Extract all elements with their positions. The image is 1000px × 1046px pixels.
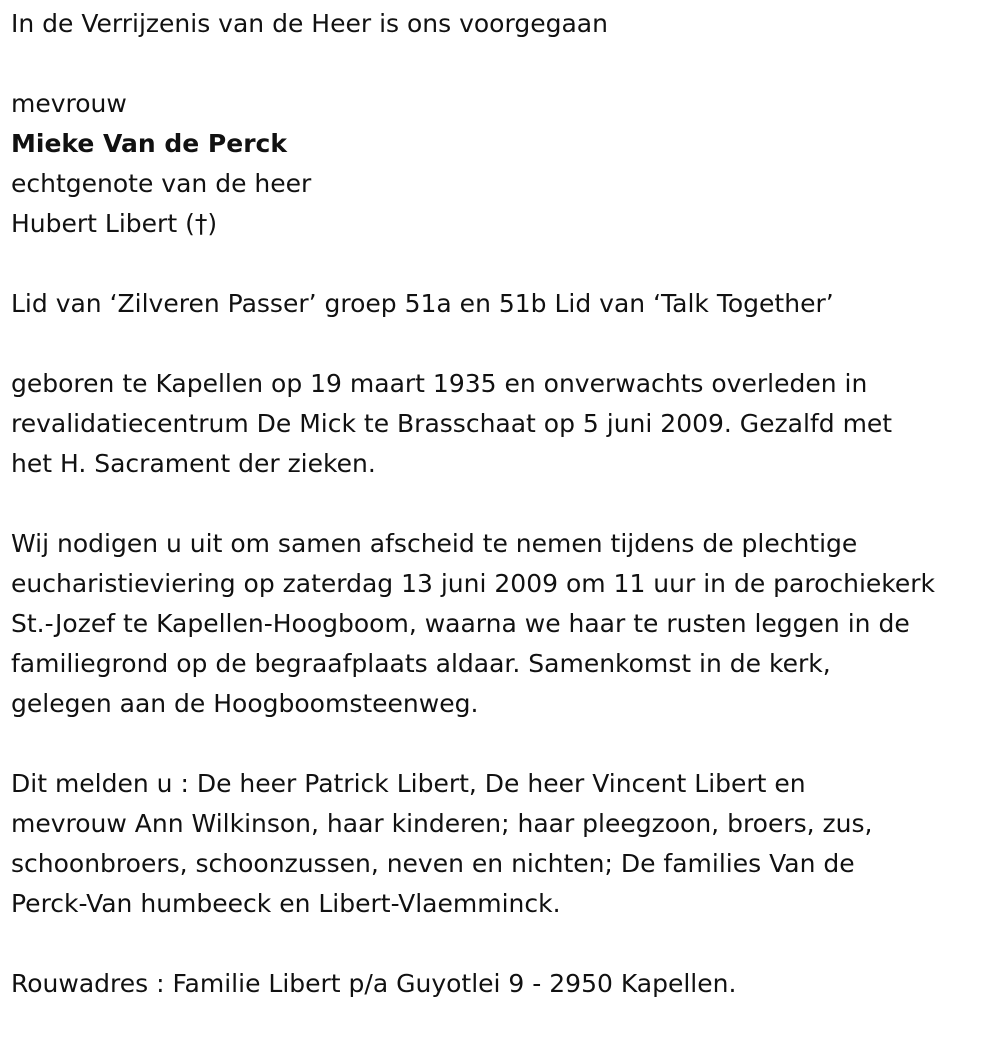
spouse-label: echtgenote van de heer	[11, 169, 312, 198]
paragraph-line: schoonbroers, schoonzussen, neven en nichten; De families Van de	[11, 849, 855, 878]
paragraph-line: Wij nodigen u uit om samen afscheid te nemen tijdens de plechtige	[11, 529, 858, 558]
spacer	[11, 484, 991, 524]
invitation-paragraph	[11, 524, 991, 724]
announcers-paragraph	[11, 764, 991, 924]
birth-death-paragraph	[11, 364, 991, 484]
paragraph-line: eucharistieviering op zaterdag 13 juni 2009 om 11 uur in de parochiekerk	[11, 569, 936, 598]
paragraph-line: mevrouw Ann Wilkinson, haar kinderen; haar pleegzoon, broers, zus,	[11, 809, 873, 838]
paragraph-line: het H. Sacrament der zieken.	[11, 449, 376, 478]
paragraph-line: revalidatiecentrum De Mick te Brasschaat op 5 juni 2009. Gezalfd met	[11, 409, 893, 438]
spacer	[11, 924, 991, 964]
address-line: Rouwadres : Familie Libert p/a Guyotlei 9 - 2950 Kapellen.	[11, 969, 737, 998]
spacer	[11, 324, 991, 364]
paragraph-line: Perck-Van humbeeck en Libert-Vlaemminck.	[11, 889, 561, 918]
spacer	[11, 44, 991, 84]
spacer	[11, 724, 991, 764]
paragraph-line: gelegen aan de Hoogboomsteenweg.	[11, 689, 479, 718]
paragraph-line: Dit melden u : De heer Patrick Libert, De heer Vincent Libert en	[11, 769, 806, 798]
deceased-name: Mieke Van de Perck	[11, 129, 287, 158]
honorific: mevrouw	[11, 89, 127, 118]
spouse-name: Hubert Libert (†)	[11, 209, 218, 238]
paragraph-line: geboren te Kapellen op 19 maart 1935 en onverwachts overleden in	[11, 369, 868, 398]
paragraph-line: familiegrond op de begraafplaats aldaar. Samenkomst in de kerk,	[11, 649, 831, 678]
spacer	[11, 244, 991, 284]
intro-line: In de Verrijzenis van de Heer is ons voorgegaan	[11, 9, 608, 38]
membership-line: Lid van ‘Zilveren Passer’ groep 51a en 51b Lid van ‘Talk Together’	[11, 289, 834, 318]
paragraph-line: St.-Jozef te Kapellen-Hoogboom, waarna we haar te rusten leggen in de	[11, 609, 910, 638]
